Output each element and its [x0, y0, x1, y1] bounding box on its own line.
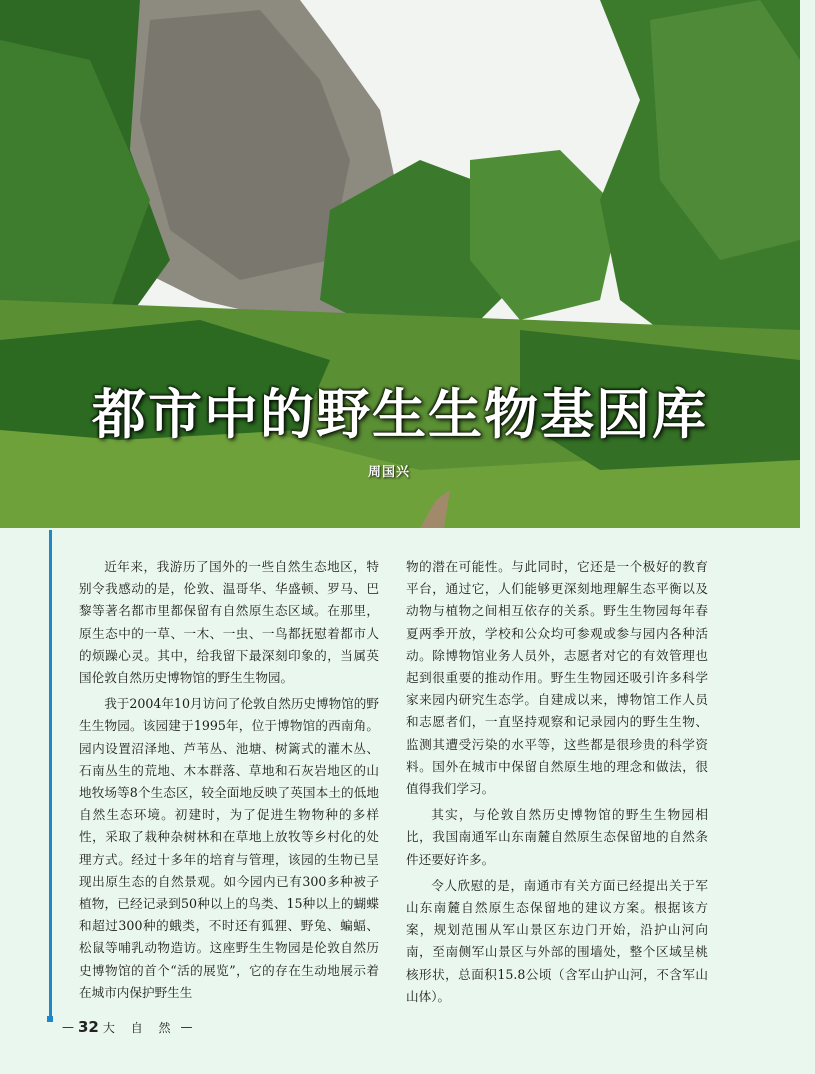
folio-dash-left: — [62, 1020, 74, 1034]
body-column-left [79, 556, 379, 1004]
paragraph: 我于2004年10月访问了伦敦自然历史博物馆的野生生物园。该园建于1995年，位于博物馆的西南角。园内设置沼泽地、芦苇丛、池塘、树篱式的灌木丛、石南丛生的荒地、木本群落、草地和石灰岩地区的山地牧场等8个生态区，较全面地反映了英国本土的低地自然生态环境。初建时，为了促进生物物种的多样性，采取了栽种杂树林和在草地上放牧等乡村化的处理方式。经过十多年的培育与管理，该园的生物已呈现出原生态的自然景观。如今园内已有300多种被子植物，已经记录到50种以上的鸟类、15种以上的蝴蝶和超过300种的蛾类，不时还有狐狸、野兔、蝙蝠、松鼠等哺乳动物造访。这座野生生物园是伦敦自然历史博物馆的首个“活的展览”，它的存在生动地展示着在城市内保护野生生 [79, 696, 379, 1000]
accent-rule-end [47, 1016, 53, 1022]
article-title: 都市中的野生生物基因库 [92, 382, 708, 446]
paragraph: 其实，与伦敦自然历史博物馆的野生生物园相比，我国南通军山东南麓自然原生态保留地的自然条件还要好许多。 [406, 807, 708, 867]
paragraph: 令人欣慰的是，南通市有关方面已经提出关于军山东南麓自然原生态保留地的建议方案。根据该方案，规划范围从军山景区东边门开始，沿护山河向南，至南侧军山景区与外部的围墙处，整个区域呈桃核形状，总面积15.8公顷（含军山护山河，不含军山山体）。 [406, 877, 708, 1004]
magazine-name: 大 自 然 [102, 1020, 177, 1035]
folio-dash-right: — [180, 1020, 193, 1034]
paragraph: 物的潜在可能性。与此同时，它还是一个极好的教育平台，通过它，人们能够更深刻地理解生态平衡以及动物与植物之间相互依存的关系。野生生物园每年春夏两季开放，学校和公众均可参观或参与园内各种活动。除博物馆业务人员外，志愿者对它的有效管理也起到很重要的推动作用。野生生物园还吸引许多科学家来园内研究生态学。自建成以来，博物馆工作人员和志愿者们，一直坚持观察和记录园内的野生生物、监测其遭受污染的水平等，这些都是很珍贵的科学资料。国外在城市中保留自然原生地的理念和做法，很值得我们学习。 [406, 559, 708, 797]
body-column-right [406, 556, 708, 1008]
page-number: 32 [78, 1018, 99, 1036]
hero-photo [0, 0, 800, 528]
article-author: 周国兴 [368, 465, 411, 480]
page-edge [800, 0, 815, 1074]
page-folio [62, 1018, 193, 1036]
paragraph: 近年来，我游历了国外的一些自然生态地区，特别令我感动的是，伦敦、温哥华、华盛顿、罗马、巴黎等著名都市里都保留有自然原生态区域。在那里，原生态中的一草、一木、一虫、一鸟都抚慰着都市人的烦躁心灵。其中，给我留下最深刻印象的，当属英国伦敦自然历史博物馆的野生生物园。 [79, 559, 379, 686]
accent-rule [49, 530, 52, 1022]
